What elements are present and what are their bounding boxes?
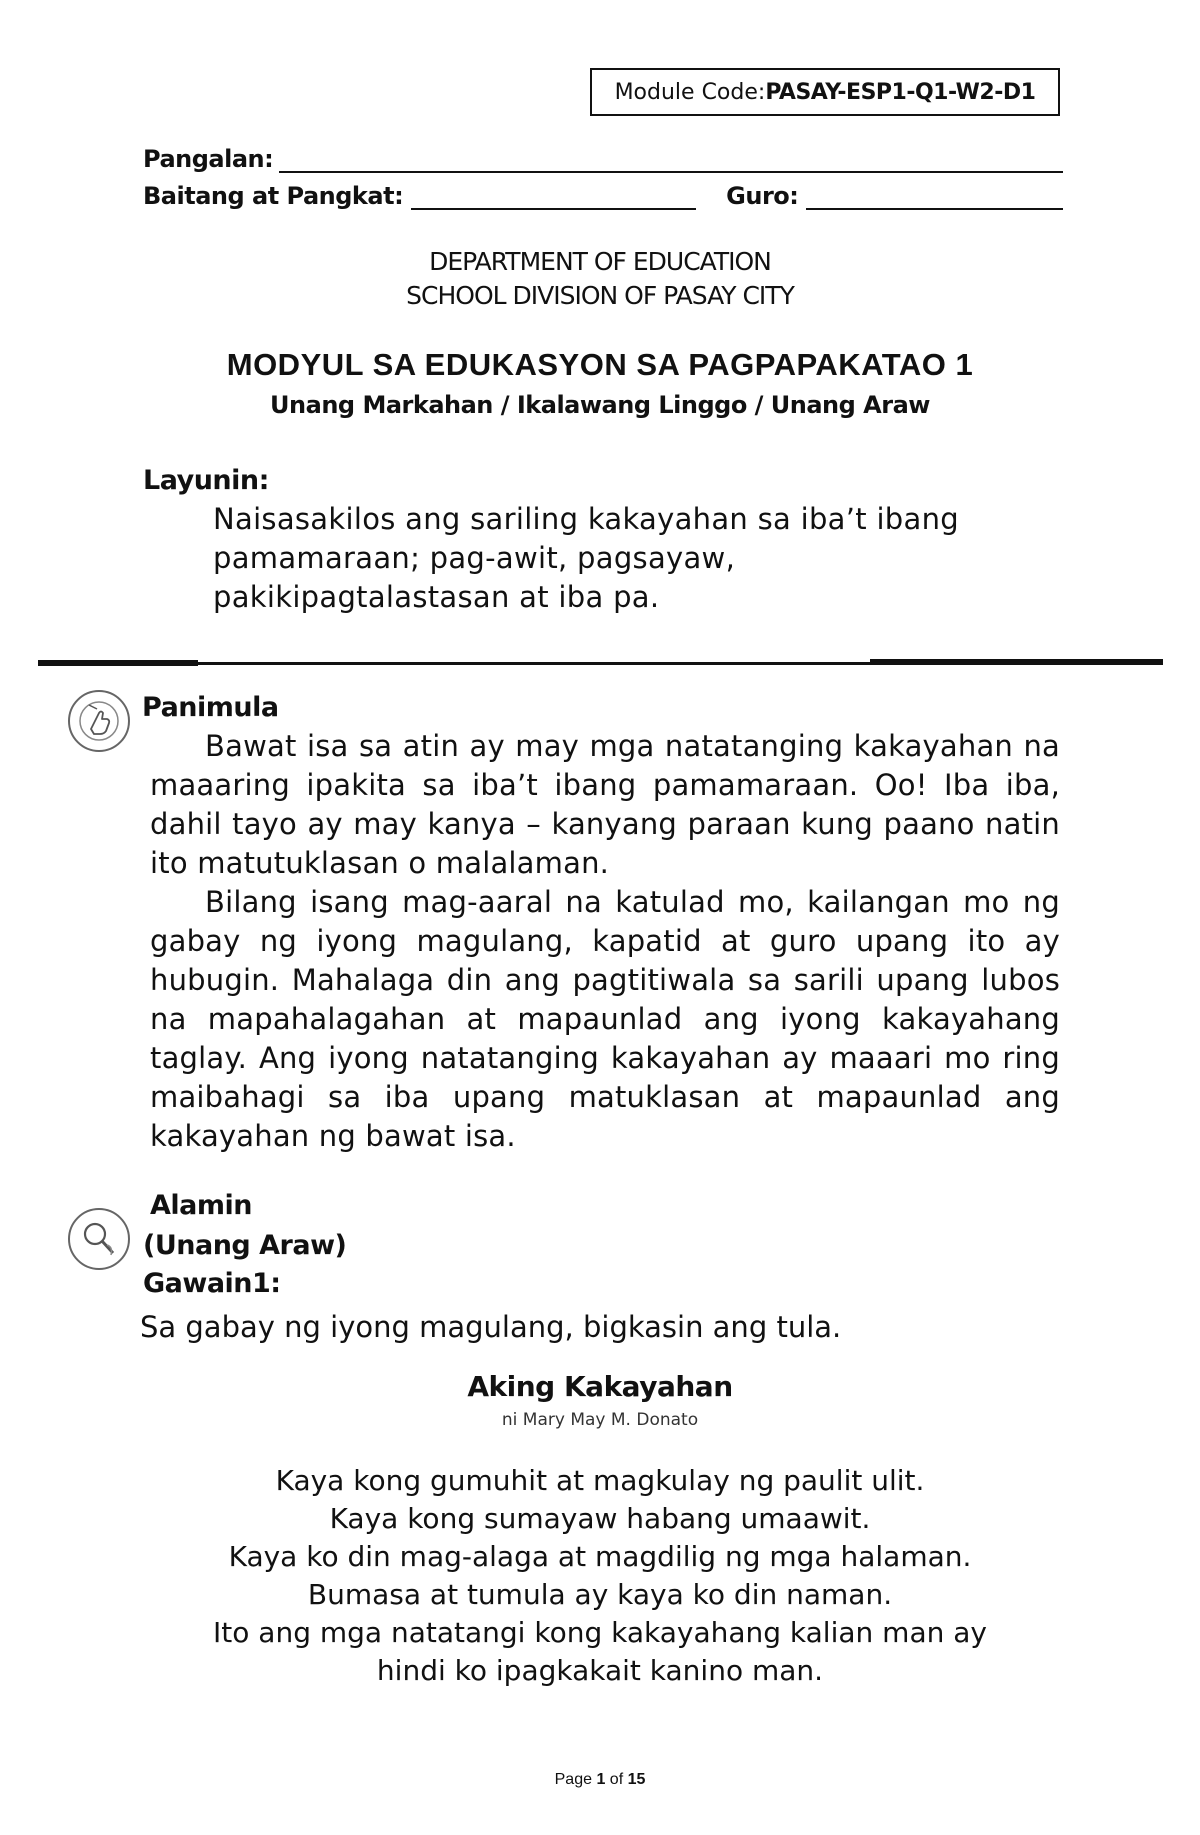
poem-author: ni Mary May M. Donato <box>501 1410 699 1430</box>
panimula-paragraph: Bawat isa sa atin ay may mga natatanging kakayahan na maaaring ipakita sa iba’t ibang pamamaraan. Oo! Iba iba, dahil tayo ay may kanya – kanyang paraan kung paano natin ito matutuklasan o malalaman. <box>150 729 1060 880</box>
module-subtitle: Unang Markahan / Ikalawang Linggo / Unang Araw <box>270 391 930 419</box>
poem-body <box>0 1462 1200 1690</box>
grade-label: Baitang at Pangkat: <box>143 182 404 210</box>
section-divider-accent <box>38 660 198 666</box>
teacher-label: Guro: <box>726 182 799 210</box>
department-name: DEPARTMENT OF EDUCATION <box>429 247 771 276</box>
poem-line: Kaya kong gumuhit at magkulay ng paulit ulit. <box>275 1464 925 1497</box>
layunin-line: Naisasakilos ang sariling kakayahan sa iba’t ibang <box>213 502 959 536</box>
poem-title: Aking Kakayahan <box>467 1370 733 1403</box>
division-name: SCHOOL DIVISION OF PASAY CITY <box>406 281 794 310</box>
poem-line: Kaya kong sumayaw habang umaawit. <box>329 1502 871 1535</box>
page-number: 1 <box>596 1771 606 1788</box>
pointing-hand-icon <box>68 690 130 752</box>
poem-line: Kaya ko din mag-alaga at magdilig ng mga halaman. <box>228 1540 972 1573</box>
layunin-text <box>213 500 1033 617</box>
name-field-row <box>143 145 1063 173</box>
layunin-line: pakikipagtalastasan at iba pa. <box>213 580 660 614</box>
poem-line: Ito ang mga natatangi kong kakayahang kalian man ay <box>213 1616 987 1649</box>
alamin-day: (Unang Araw) <box>143 1230 347 1261</box>
module-code-box <box>590 68 1060 116</box>
page-of: of <box>605 1771 628 1788</box>
page-prefix: Page <box>554 1771 597 1788</box>
page-total: 15 <box>627 1771 646 1788</box>
layunin-heading: Layunin: <box>143 465 269 496</box>
poem-line: Bumasa at tumula ay kaya ko din naman. <box>307 1578 893 1611</box>
activity-instruction: Sa gabay ng iyong magulang, bigkasin ang tula. <box>140 1310 842 1344</box>
section-divider-accent <box>870 659 1163 665</box>
panimula-paragraph: Bilang isang mag-aaral na katulad mo, kailangan mo ng gabay ng iyong magulang, kapatid at guro upang ito ay hubugin. Mahalaga din ang pagtitiwala sa sarili upang lubos na mapahalagahan at mapaunlad ang iyong kakayahang taglay. Ang iyong natatanging kakayahan ay maaari mo ring maibahagi sa iba upang matuklasan at mapaunlad ang kakayahan ng bawat isa. <box>150 885 1060 1153</box>
page-footer <box>0 1771 1200 1789</box>
panimula-heading: Panimula <box>142 692 279 723</box>
module-code-label: Module Code: <box>614 79 766 105</box>
alamin-heading: Alamin <box>150 1190 252 1221</box>
grade-blank[interactable] <box>411 184 696 210</box>
name-blank[interactable] <box>279 147 1063 173</box>
panimula-body <box>150 727 1060 1156</box>
magnifying-glass-icon <box>68 1208 130 1270</box>
module-code-value: PASAY-ESP1-Q1-W2-D1 <box>765 79 1036 105</box>
name-label: Pangalan: <box>143 145 274 173</box>
layunin-line: pamamaraan; pag-awit, pagsayaw, <box>213 541 736 575</box>
poem-line: hindi ko ipagkakait kanino man. <box>376 1654 824 1687</box>
grade-teacher-row <box>143 182 1063 210</box>
teacher-blank[interactable] <box>806 184 1063 210</box>
activity-label: Gawain1: <box>143 1268 281 1299</box>
module-title: MODYUL SA EDUKASYON SA PAGPAPAKATAO 1 <box>226 347 974 382</box>
